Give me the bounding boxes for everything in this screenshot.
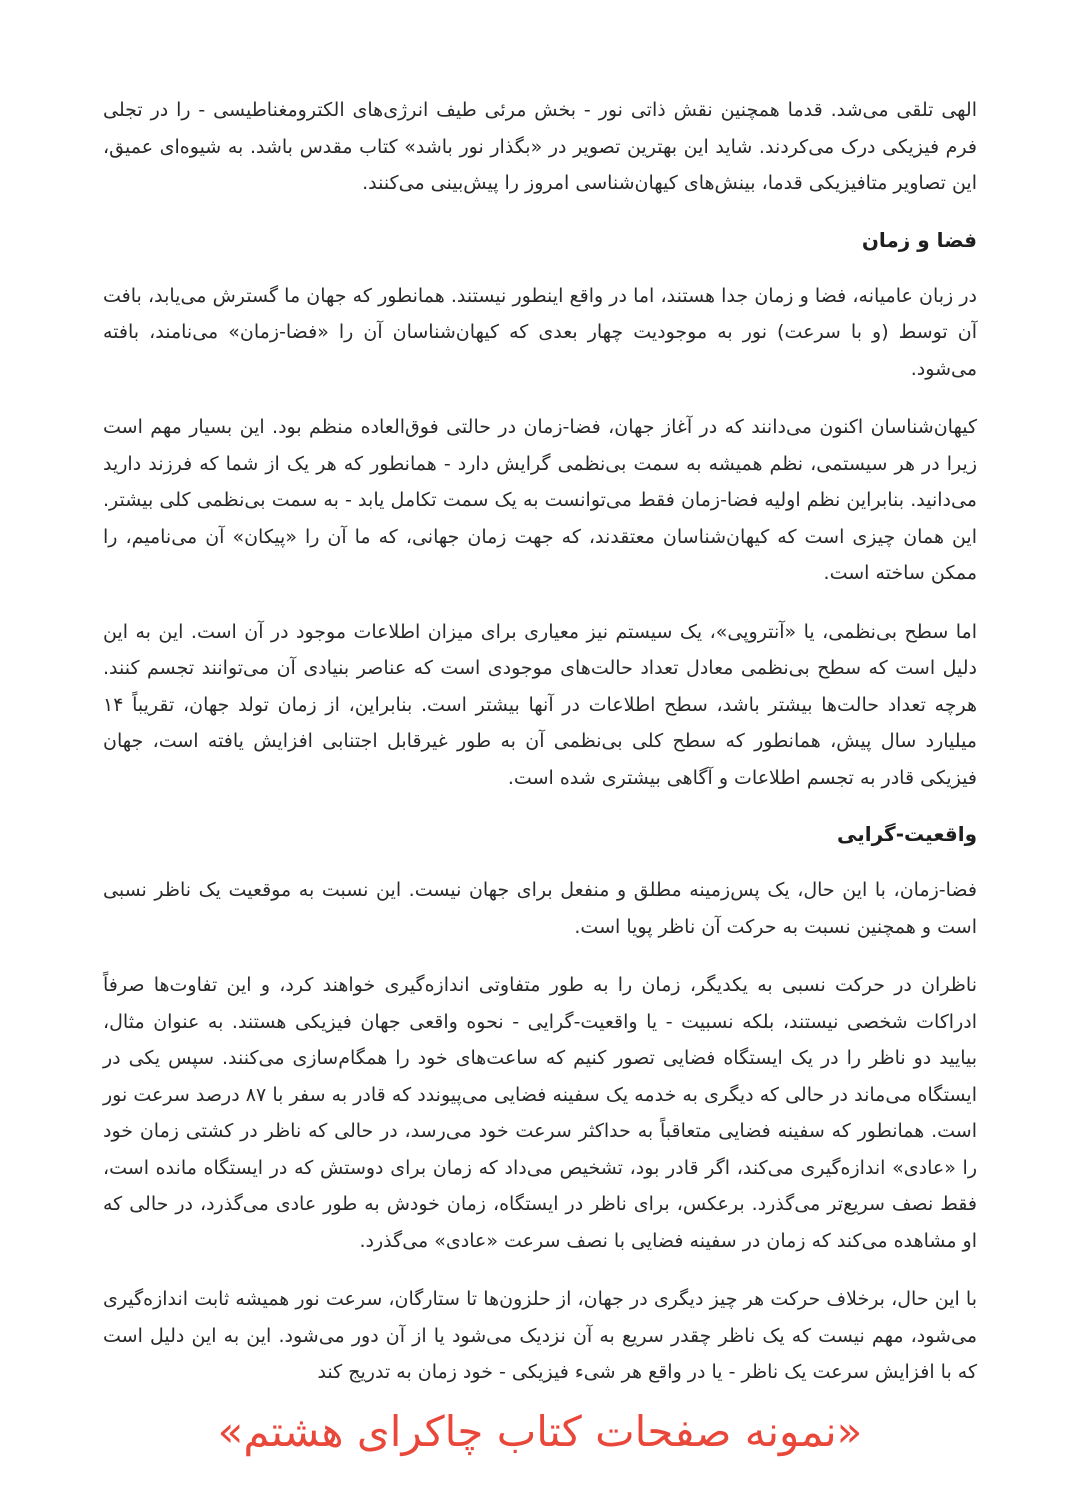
section-heading-space-time: فضا و زمان [861, 227, 977, 252]
document-page [103, 92, 977, 1413]
paragraph: فضا-زمان، با این حال، یک پس‌زمینه مطلق و منفعل برای جهان نیست. این نسبت به موقعیت یک ناظر نسبی است و همچنین نسبت به حرکت آن ناظر پویا است. [103, 879, 977, 938]
paragraph: کیهان‌شناسان اکنون می‌دانند که در آغاز جهان، فضا-زمان در حالتی فوق‌العاده منظم بود. این بسیار مهم است زیرا در هر سیستمی، نظم همیشه به سمت بی‌نظمی گرایش دارد - همانطور که هر یک از شما که فرزند دارید می‌دانید. بنابراین نظم اولیه فضا-زمان فقط می‌توانست به یک سمت تکامل یابد - به سمت بی‌نظمی کلی بیشتر. این همان چیزی است که کیهان‌شناسان معتقدند، که جهت زمان جهانی، که ما آن را «پیکان» آن می‌نامیم، را ممکن ساخته است. [103, 416, 977, 584]
paragraph: اما سطح بی‌نظمی، یا «آنتروپی»، یک سیستم نیز معیاری برای میزان اطلاعات موجود در آن است. این به این دلیل است که سطح بی‌نظمی معادل تعداد حالت‌های موجودی است که عناصر بنیادی آن می‌توانند تجسم کنند. هرچه تعداد حالت‌ها بیشتر باشد، سطح اطلاعات در آنها بیشتر است. بنابراین، از زمان تولد جهان، تقریباً ۱۴ میلیارد سال پیش، همانطور که سطح کلی بی‌نظمی آن به طور غیرقابل اجتنابی افزایش یافته است، جهان فیزیکی قادر به تجسم اطلاعات و آگاهی بیشتری شده است. [103, 620, 977, 789]
section-heading-relativity: واقعیت-گرایی [837, 822, 977, 846]
paragraph: ناظران در حرکت نسبی به یکدیگر، زمان را به طور متفاوتی اندازه‌گیری خواهند کرد، و این تفاوت‌ها صرفاً ادراکات شخصی نیستند، بلکه نسبیت - یا واقعیت-گرایی - نحوه واقعی جهان فیزیکی هستند. به عنوان مثال، بیایید دو ناظر را در یک ایستگاه فضایی تصور کنیم که ساعت‌های خود را همگام‌سازی می‌کنند. سپس یکی در ایستگاه می‌ماند در حالی که دیگری به خدمه یک سفینه فضایی می‌پیوندد که قادر به سفر با ۸۷ درصد سرعت نور است. همانطور که سفینه فضایی متعاقباً به حداکثر سرعت خود می‌رسد، در حالی که ناظر در کشتی زمان خود را «عادی» اندازه‌گیری می‌کند، اگر قادر بود، تشخیص می‌داد که زمان برای دوستش که در ایستگاه مانده است، فقط نصف سریع‌تر می‌گذرد. برعکس، برای ناظر در ایستگاه، زمان خودش به طور عادی می‌گذرد، در حالی که او مشاهده می‌کند که زمان در سفینه فضایی با نصف سرعت «عادی» می‌گذرد. [103, 974, 977, 1252]
sample-pages-banner: «نمونه صفحات کتاب چاکرای هشتم» [217, 1407, 863, 1456]
paragraph: با این حال، برخلاف حرکت هر چیز دیگری در جهان، از حلزون‌ها تا ستارگان، سرعت نور همیشه ثابت اندازه‌گیری می‌شود، مهم نیست که یک ناظر چقدر سریع به آن نزدیک می‌شود یا از آن دور می‌شود. این به این دلیل است که با افزایش سرعت یک ناظر - یا در واقع هر شیء فیزیکی - خود زمان به تدریج کند [103, 1288, 977, 1383]
paragraph-intro: الهی تلقی می‌شد. قدما همچنین نقش ذاتی نور - بخش مرئی طیف انرژی‌های الکترومغناطیسی - را در تجلی فرم فیزیکی درک می‌کردند. شاید این بهترین تصویر در «بگذار نور باشد» کتاب مقدس باشد. به شیوه‌ای عمیق، این تصاویر متافیزیکی قدما، بینش‌های کیهان‌شناسی امروز را پیش‌بینی می‌کنند. [103, 99, 977, 194]
paragraph: در زبان عامیانه، فضا و زمان جدا هستند، اما در واقع اینطور نیستند. همانطور که جهان ما گسترش می‌یابد، بافت آن توسط (و با سرعت) نور به موجودیت چهار بعدی که کیهان‌شناسان آن را «فضا-زمان» می‌نامند، بافته می‌شود. [103, 284, 977, 380]
